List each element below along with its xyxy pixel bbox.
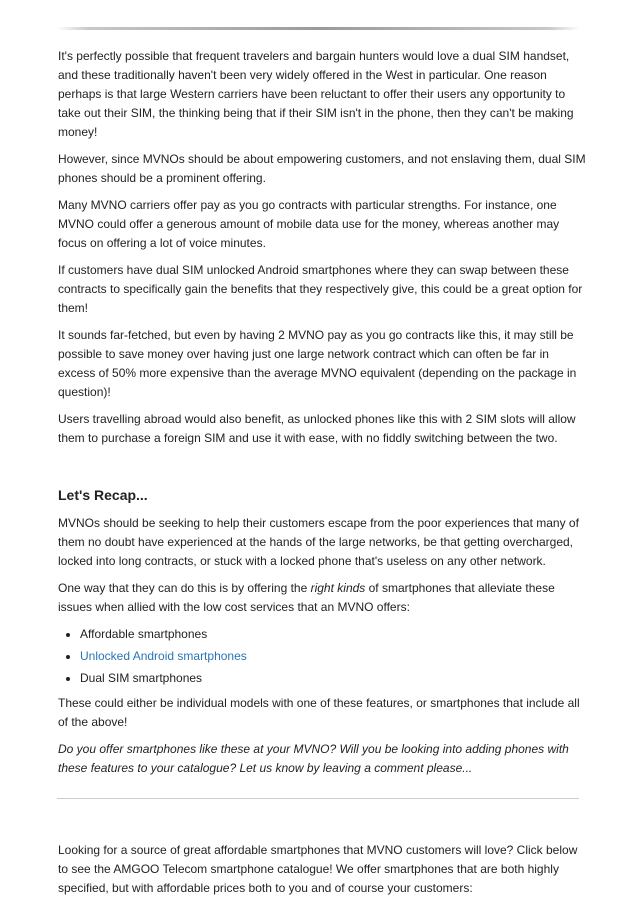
recap-question: Do you offer smartphones like these at your MVNO? Will you be looking into adding phones with these features to your catalogue? Let us know by leaving a comment please... xyxy=(58,742,569,775)
recap-paragraph-1: MVNOs should be seeking to help their customers escape from the poor experiences that many of them no doubt have experienced at the hands of the large networks, be that getting overcharged, locked into long contracts, or stuck with a locked phone that's useless on any other network. xyxy=(58,516,579,568)
smartphone-list xyxy=(58,625,586,688)
recap-paragraph-2-start: One way that they can do this is by offering the xyxy=(58,581,311,595)
recap-heading: Let's Recap... xyxy=(58,487,148,503)
intro-paragraph-1: It's perfectly possible that frequent travelers and bargain hunters would love a dual SIM handset, and these traditionally haven't been very widely offered in the West in particular. One reason perhaps is that large Western carriers have been reluctant to offer their users any opportunity to take out their SIM, the thinking being that if their SIM isn't in the phone, then they can't be making money! xyxy=(58,49,574,139)
unlocked-android-link[interactable]: Unlocked Android smartphones xyxy=(80,649,247,663)
recap-emphasis: right kinds xyxy=(310,581,366,595)
list-item-dual-sim: • Dual SIM smartphones xyxy=(80,669,586,688)
catalogue-paragraph: Looking for a source of great affordable smartphones that MVNO customers will love? Click below to see the AMGOO Telecom smartphone catalogue! We offer smartphones that are both highly specified, but with affordable prices both to you and of course your customers: xyxy=(58,843,578,895)
list-item-unlocked-android xyxy=(80,647,586,666)
intro-paragraph-3: Many MVNO carriers offer pay as you go contracts with particular strengths. For instance, one MVNO could offer a generous amount of mobile data use for the money, whereas another may focus on offering a lot of voice minutes. xyxy=(58,198,560,250)
intro-paragraph-4: If customers have dual SIM unlocked Android smartphones where they can swap between these contracts to specifically gain the benefits that they respectively give, this could be a great option for them! xyxy=(58,263,583,315)
list-item-affordable: • Affordable smartphones xyxy=(80,625,586,644)
recap-paragraph-2-end: of smartphones that alleviate these issues when allied with the low cost services that an MVNO offers: xyxy=(58,581,555,614)
recap-paragraph-3: These could either be individual models with one of these features, or smartphones that include all of the above! xyxy=(58,696,580,729)
recap-paragraph-2 xyxy=(58,579,586,617)
article-body xyxy=(58,47,586,906)
section-divider xyxy=(57,798,579,799)
top-divider xyxy=(57,27,580,30)
intro-paragraph-5: It sounds far-fetched, but even by having 2 MVNO pay as you go contracts like this, it may still be possible to save money over having just one large network contract which can often be far in excess of 50% more expensive than the average MVNO equivalent (depending on the package in question)! xyxy=(58,328,577,399)
intro-paragraph-2: However, since MVNOs should be about empowering customers, and not enslaving them, dual SIM phones should be a prominent offering. xyxy=(58,152,586,185)
intro-paragraph-6: Users travelling abroad would also benefit, as unlocked phones like this with 2 SIM slots will allow them to purchase a foreign SIM and use it with ease, with no fiddly switching between the two. xyxy=(58,412,576,445)
